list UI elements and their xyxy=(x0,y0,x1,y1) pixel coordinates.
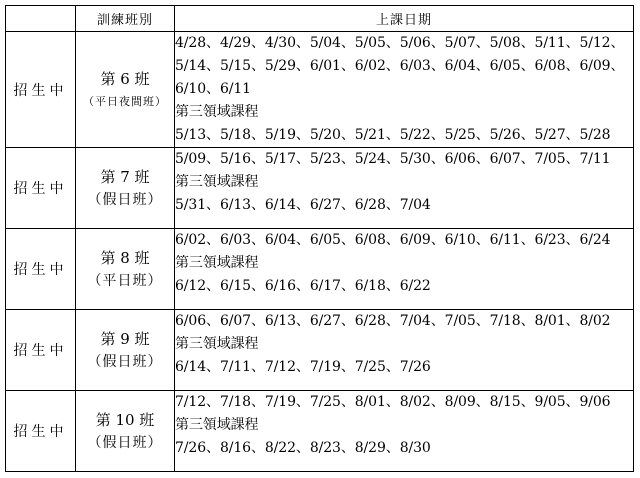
third-domain-label: 第三領域課程 xyxy=(175,255,259,271)
dates-cell xyxy=(175,148,634,229)
class-type: （假日班） xyxy=(87,192,163,208)
class-type: （假日班） xyxy=(87,354,163,370)
table-header-row xyxy=(6,6,634,32)
class-cell xyxy=(76,229,175,310)
class-name: 第 9 班 xyxy=(100,330,150,348)
table-row xyxy=(6,310,634,391)
class-name: 第 8 班 xyxy=(100,249,150,267)
enrollment-status: 招生中 xyxy=(6,310,76,391)
table-row xyxy=(6,391,634,472)
third-domain-dates: 5/31、6/13、6/14、6/27、6/28、7/04 xyxy=(175,197,431,213)
header-status-cell xyxy=(6,6,76,32)
enrollment-status: 招生中 xyxy=(6,32,76,148)
third-domain-dates: 6/14、7/11、7/12、7/19、7/25、7/26 xyxy=(175,359,431,375)
dates-line: 6/10、6/11 xyxy=(175,81,251,97)
enrollment-status: 招生中 xyxy=(6,391,76,472)
class-schedule-table xyxy=(5,5,634,472)
dates-cell xyxy=(175,229,634,310)
dates-line: 7/12、7/18、7/19、7/25、8/01、8/02、8/09、8/15、9/05、9/06 xyxy=(175,394,611,410)
enrollment-status: 招生中 xyxy=(6,148,76,229)
dates-line: 4/28、4/29、4/30、5/04、5/05、5/06、5/07、5/08、5/11、5/12、 xyxy=(175,35,625,51)
third-domain-dates: 5/13、5/18、5/19、5/20、5/21、5/22、5/25、5/26、5/27、5/28 xyxy=(175,127,611,143)
table-row xyxy=(6,229,634,310)
third-domain-label: 第三領域課程 xyxy=(175,336,259,352)
header-dates: 上課日期 xyxy=(175,6,634,32)
third-domain-label: 第三領域課程 xyxy=(175,104,259,120)
third-domain-dates: 7/26、8/16、8/22、8/23、8/29、8/30 xyxy=(175,440,431,456)
dates-line: 5/14、5/15、5/29、6/01、6/02、6/03、6/04、6/05、6/08、6/09、 xyxy=(175,58,625,74)
class-type: （平日班） xyxy=(87,273,163,289)
class-cell xyxy=(76,148,175,229)
enrollment-status: 招生中 xyxy=(6,229,76,310)
dates-cell xyxy=(175,391,634,472)
third-domain-label: 第三領域課程 xyxy=(175,174,259,190)
dates-line: 6/06、6/07、6/13、6/27、6/28、7/04、7/05、7/18、8/01、8/02 xyxy=(175,313,611,329)
third-domain-label: 第三領域課程 xyxy=(175,417,259,433)
dates-cell xyxy=(175,32,634,148)
third-domain-dates: 6/12、6/15、6/16、6/17、6/18、6/22 xyxy=(175,278,431,294)
class-cell xyxy=(76,310,175,391)
class-name: 第 7 班 xyxy=(100,168,150,186)
dates-cell xyxy=(175,310,634,391)
header-class: 訓練班別 xyxy=(76,6,175,32)
class-name: 第 10 班 xyxy=(95,411,155,429)
dates-line: 5/09、5/16、5/17、5/23、5/24、5/30、6/06、6/07、7/05、7/11 xyxy=(175,151,611,167)
class-type: （假日班） xyxy=(87,435,163,451)
table-row xyxy=(6,32,634,148)
class-cell xyxy=(76,391,175,472)
table-row xyxy=(6,148,634,229)
class-type: （平日夜間班） xyxy=(83,94,167,108)
class-name: 第 6 班 xyxy=(100,69,150,88)
class-cell xyxy=(76,32,175,148)
dates-line: 6/02、6/03、6/04、6/05、6/08、6/09、6/10、6/11、6/23、6/24 xyxy=(175,232,611,248)
